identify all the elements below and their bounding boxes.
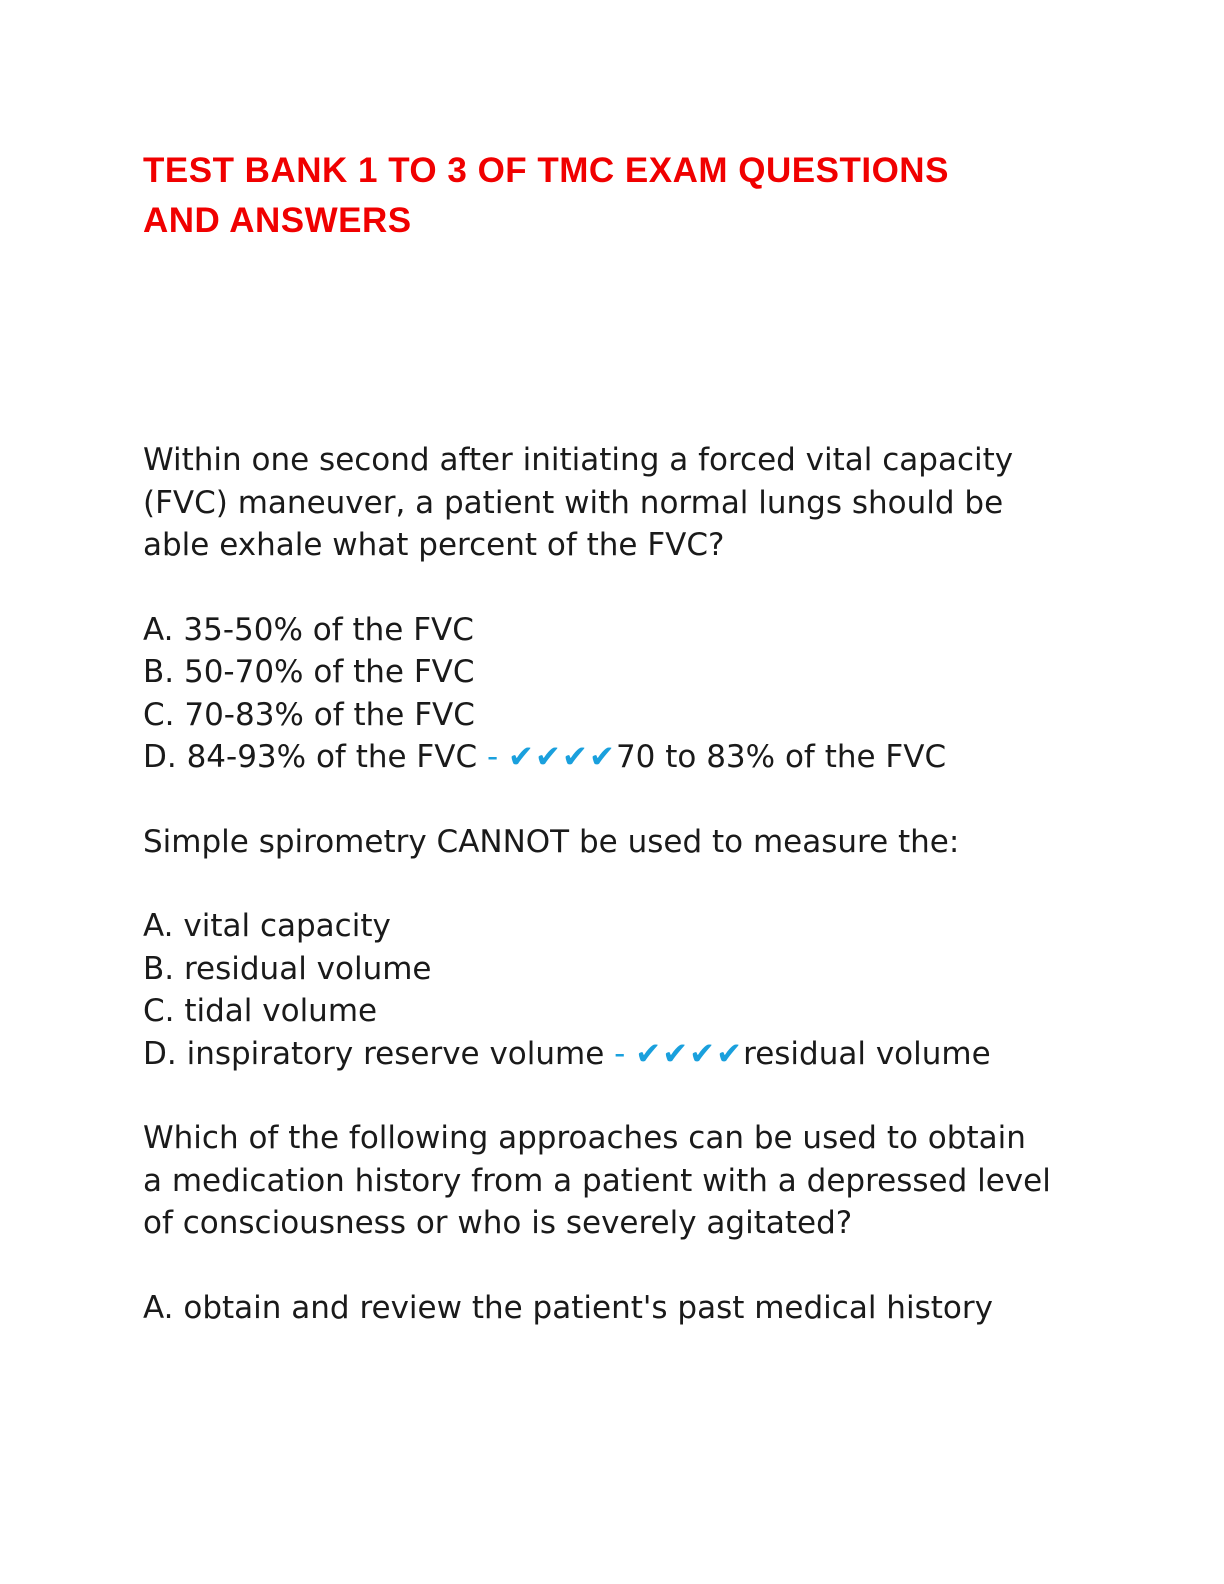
question-3-stem-line-3: of consciousness or who is severely agitated? [143, 1205, 853, 1241]
question-3 [143, 1117, 1103, 1245]
question-2 [143, 821, 1103, 864]
question-1-options [143, 609, 1103, 779]
question-2-options [143, 905, 1103, 1075]
question-2-option-c: C. tidal volume [143, 993, 378, 1029]
check-marks-icon: ✔✔✔✔ [508, 739, 616, 775]
question-3-options [143, 1287, 1103, 1330]
document-title [143, 146, 1083, 246]
question-1-answer: 70 to 83% of the FVC [615, 739, 947, 775]
question-1-option-d: D. 84-93% of the FVC [143, 739, 478, 775]
question-2-option-a: A. vital capacity [143, 908, 391, 944]
answer-separator: - [604, 1035, 636, 1072]
question-2-answer: residual volume [743, 1035, 991, 1072]
question-3-stem-line-1: Which of the following approaches can be used to obtain [143, 1120, 1026, 1156]
question-2-option-d: D. inspiratory reserve volume [143, 1035, 605, 1072]
question-list [143, 439, 1103, 1329]
question-2-option-b: B. residual volume [143, 950, 432, 987]
question-1-option-b: B. 50-70% of the FVC [143, 654, 475, 690]
question-1-option-d-with-answer [143, 736, 1103, 779]
check-marks-icon: ✔✔✔✔ [635, 1035, 744, 1072]
question-1-stem-line-1: Within one second after initiating a forced vital capacity [143, 442, 1014, 478]
answer-separator: - [477, 739, 509, 775]
question-1-stem-line-2: (FVC) maneuver, a patient with normal lungs should be [143, 484, 1004, 521]
question-1-stem-line-3: able exhale what percent of the FVC? [143, 527, 725, 563]
question-3-stem-line-2: a medication history from a patient with a depressed level [143, 1162, 1051, 1199]
question-1-option-a: A. 35-50% of the FVC [143, 611, 474, 648]
question-2-stem-line-1: Simple spirometry CANNOT be used to measure the: [143, 823, 960, 860]
question-3-option-a: A. obtain and review the patient's past medical history [143, 1289, 993, 1326]
question-2-option-d-with-answer [143, 1033, 1103, 1076]
question-1-option-c: C. 70-83% of the FVC [143, 696, 475, 733]
question-1 [143, 439, 1103, 567]
title-line-1: TEST BANK 1 TO 3 OF TMC EXAM QUESTIONS [143, 151, 949, 190]
title-line-2: AND ANSWERS [143, 201, 412, 240]
